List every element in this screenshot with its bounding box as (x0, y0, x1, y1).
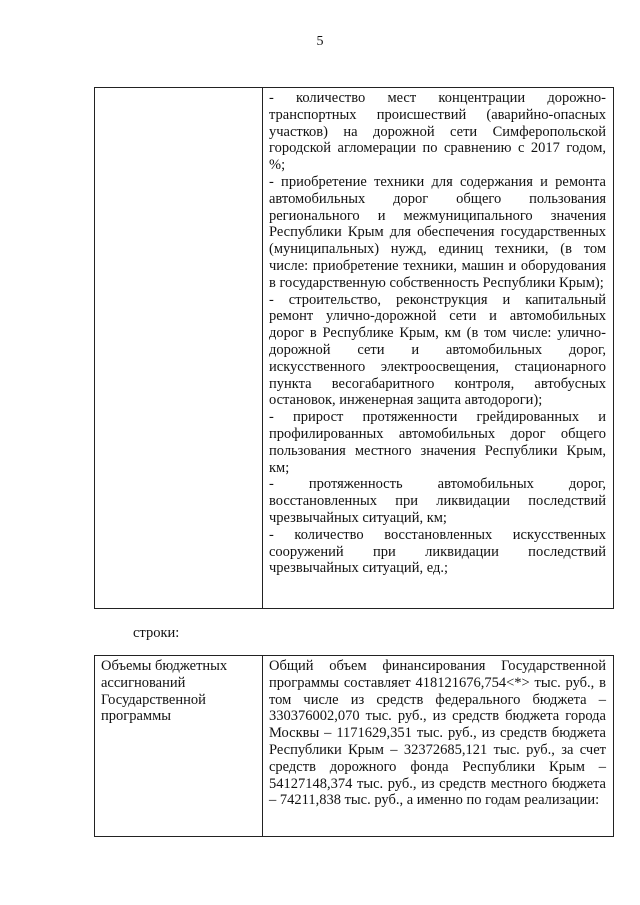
budget-table (94, 655, 614, 837)
indicator-item: - прирост протяженности грейдированных и профилированных автомобильных дорог общего пользования местного значения Республики Крым, км; (269, 409, 606, 476)
table-cell-right (263, 88, 614, 609)
section-label: строки: (133, 625, 180, 641)
indicator-item: - приобретение техники для содержания и ремонта автомобильных дорог общего пользования регионального и межмуниципального значения Республики Крым для обеспечения государственных (муниципальных) нужд, единиц техники, (в том числе: приобретение техники, машин и оборудования в государственную собственность Республики Крым); (269, 173, 606, 291)
budget-heading: Объемы бюджетных ассигнований Государственной программы (101, 658, 228, 725)
table-cell-left-text (95, 88, 262, 90)
table-row (95, 88, 614, 609)
indicator-item: - строительство, реконструкция и капитальный ремонт улично-дорожной сети и автомобильных дорог в Республике Крым, км (в том числе: улично-дорожной сети и автомобильных дорог, искусственного электроосвещения, стационарного пункта весогабаритного контроля, автобусных остановок, инженерная защита автодороги); (269, 291, 606, 409)
indicators-list (263, 88, 613, 577)
indicator-item: - протяженность автомобильных дорог, восстановленных при ликвидации последствий чрезвычайных ситуаций, км; (269, 476, 606, 526)
indicators-table (94, 87, 614, 609)
indicator-item: - количество восстановленных искусственных сооружений при ликвидации последствий чрезвычайных ситуаций, ед.; (269, 526, 606, 577)
page-number: 5 (316, 34, 324, 49)
budget-description: Общий объем финансирования Государственной программы составляет 418121676,754<*> тыс. руб., в том числе из средств федерального бюджета – 330376002,070 тыс. руб., из средств бюджета города Москвы – 1171629,351 тыс. руб., из средств бюджета Республики Крым – 32372685,121 тыс. руб., за счет средств дорожного фонда Республики Крым – 54127148,374 тыс. руб., из средств местного бюджета – 74211,838 тыс. руб., а именно по годам реализации: (269, 658, 606, 809)
table-cell-left (95, 88, 263, 609)
table-cell-left (95, 656, 263, 837)
indicator-item: - количество мест концентрации дорожно-транспортных происшествий (аварийно-опасных участков) на дорожной сети Симферопольской городской агломерации по сравнению с 2017 годом, %; (269, 90, 606, 174)
table-row (95, 656, 614, 837)
table-cell-right (263, 656, 614, 837)
